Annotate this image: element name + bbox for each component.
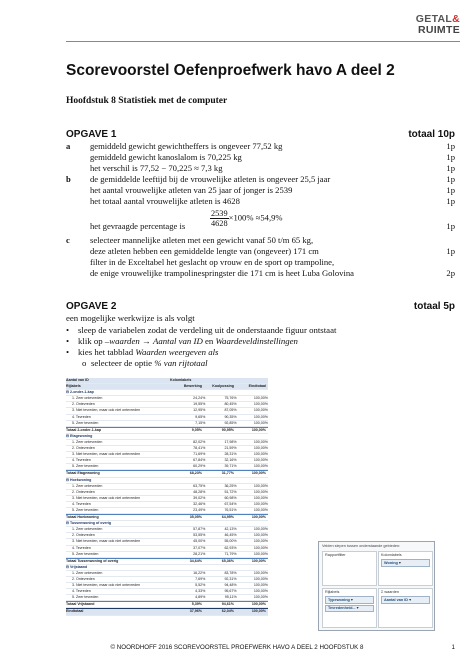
pivot-cell	[170, 521, 202, 526]
bullet-icon: •	[66, 347, 70, 357]
header-rule	[66, 41, 460, 42]
pivot-cell: 94,61%	[221, 602, 234, 607]
row-text: gemiddeld gewicht kanoslalom is 70,225 kg	[90, 152, 242, 162]
pivot-cell: 62,04%	[221, 609, 234, 614]
pivot-cell: 19,55%	[193, 402, 206, 407]
pivot-cell: 5. Zeer tevreden	[72, 551, 99, 556]
pivot-cell	[234, 390, 266, 395]
pivot-cell: 71,79%	[224, 551, 237, 556]
pivot-cell: 90,95%	[221, 427, 234, 432]
row-letter: a	[66, 141, 71, 151]
pivot-cell: 100,00%	[253, 595, 268, 600]
pivot-cell: 45,00%	[193, 539, 206, 544]
pivot-cell: 1. Zeer ontevreden	[72, 396, 103, 401]
pivot-cell: 100,00%	[253, 464, 268, 469]
pivot-cell	[234, 521, 266, 526]
pivot-cell: 100,00%	[253, 501, 268, 506]
pivot-cell: Kolomlabels	[170, 378, 192, 382]
pivot-cell	[170, 390, 202, 395]
pivot-cell: 1. Zeer ontevreden	[72, 439, 103, 444]
pivot-cell: Totaal Etagewoning	[66, 471, 100, 476]
page-subtitle: Hoofdstuk 8 Statistiek met de computer	[66, 96, 228, 106]
pivot-cell: 60,98%	[224, 495, 237, 500]
pivot-cell: 5. Zeer tevreden	[72, 507, 99, 512]
pivot-cell	[202, 378, 234, 383]
pivot-cell: 78,41%	[193, 446, 206, 451]
pivot-cell: 83,78%	[224, 570, 237, 575]
arrow-icon: →	[141, 336, 151, 346]
pivot-cell	[202, 434, 234, 439]
step-text: kies het tabblad	[78, 347, 134, 357]
logo-ampersand: &	[452, 13, 460, 25]
pivot-cell: 65,36%	[221, 558, 234, 563]
opgave2-label: OPGAVE 2	[66, 301, 117, 312]
pivot-cell: 100,00%	[251, 609, 266, 614]
pivot-cell: 100,00%	[253, 446, 268, 451]
row-letter: c	[66, 235, 70, 245]
opgave1-total: totaal 10p	[408, 129, 455, 140]
pivot-cell: 4. Tevreden	[72, 458, 91, 463]
row-text: het totaal aantal vrouwelijke atleten is 4628	[90, 196, 240, 206]
values-label: Σ waarden	[381, 590, 399, 594]
pivot-cell: 5. Zeer tevreden	[72, 464, 99, 469]
pivot-cell: 100,00%	[253, 589, 268, 594]
pivot-cell: 16,22%	[193, 570, 206, 575]
circle-bullet-icon: o	[82, 358, 87, 368]
row-points: 1p	[446, 163, 455, 173]
pivot-cell	[202, 521, 234, 526]
pivot-cell: 48,28%	[193, 489, 206, 494]
percentage-row	[66, 209, 455, 233]
pivot-cell: 4. Tevreden	[72, 545, 91, 550]
pivot-cell: 1. Zeer ontevreden	[72, 527, 103, 532]
pivot-cell: 5. Zeer tevreden	[72, 420, 99, 425]
pivot-cell: 4. Tevreden	[72, 589, 91, 594]
row-points: 1p	[446, 185, 455, 195]
pivot-cell: 90,35%	[224, 414, 237, 419]
pivot-cell: ⊟ Hoekwoning	[66, 477, 92, 482]
row-points: 1p	[446, 174, 455, 184]
report-filter-area[interactable]	[322, 551, 377, 586]
pivot-cell: 4,33%	[195, 589, 206, 594]
pivot-cell: 1. Zeer ontevreden	[72, 483, 103, 488]
step-drag-variables	[66, 325, 336, 335]
row-text: het verschil is 77,52 − 70,225 ≈ 7,3 kg	[90, 163, 223, 173]
pivot-cell: 7,15%	[195, 420, 206, 425]
pivot-cell: 1. Zeer ontevreden	[72, 570, 103, 575]
pivot-subtotal-row	[66, 514, 268, 521]
pivot-table	[66, 378, 268, 616]
fraction-numerator: 2539	[211, 209, 228, 218]
pivot-cell: 100,00%	[253, 533, 268, 538]
pivot-cell: Totaal Vrijstaand	[66, 602, 95, 607]
pivot-cell: 36,25%	[224, 483, 237, 488]
row-letter: b	[66, 174, 71, 184]
pivot-cell: 3. Niet tevreden, maar ook niet ontevreden	[72, 539, 141, 544]
pivot-cell: 5,52%	[195, 583, 206, 588]
logo-word: GETAL	[415, 13, 453, 25]
pivot-cell: 4. Tevreden	[72, 414, 91, 419]
values-area[interactable]	[378, 588, 433, 628]
pivot-cell: 100,00%	[253, 458, 268, 463]
step-click-values	[66, 336, 298, 346]
pivot-cell: 4. Tevreden	[72, 501, 91, 506]
pivot-cell: 92,31%	[224, 577, 237, 581]
row-text: gemiddeld gewicht gewichtheffers is ongeveer 77,52 kg	[90, 141, 283, 151]
pivot-cell: 100,00%	[253, 545, 268, 550]
pivot-cell: 64,95%	[221, 515, 234, 520]
pivot-cell: 35,05%	[189, 515, 202, 520]
row-text: filter in de Exceltabel het geslacht op vrouw en de sport op trampoline,	[90, 257, 335, 267]
pivot-cell: 100,00%	[253, 577, 268, 581]
opgave2-intro: een mogelijke werkwijze is als volgt	[66, 313, 195, 323]
step-text: en	[205, 336, 214, 346]
opgave1-header	[66, 129, 455, 140]
row-text: de gemiddelde leeftijd bij de vrouwelijke atleten is ongeveer 25,5 jaar	[90, 174, 331, 184]
pivot-cell: 37,96%	[189, 609, 202, 614]
pivot-cell: 100,00%	[251, 471, 266, 476]
pivot-field-panel	[318, 541, 435, 631]
pivot-cell: Totaal 2-onder-1-kap	[66, 427, 102, 432]
row-points: 1p	[446, 246, 455, 256]
pivot-cell: 100,00%	[251, 558, 266, 563]
percentage-prefix: het gevraagde percentage is	[90, 221, 186, 231]
pivot-cell: 3. Niet tevreden, maar ook niet ontevreden	[72, 452, 141, 457]
pivot-cell: 57,87%	[193, 527, 206, 532]
pivot-cell: 3. Niet tevreden, maar ook niet ontevreden	[72, 408, 141, 413]
pivot-cell: 23,49%	[193, 507, 206, 512]
pivot-cell	[234, 434, 266, 439]
pivot-cell: 28,31%	[224, 452, 237, 457]
pivot-cell: 24,24%	[193, 396, 206, 401]
pivot-cell: 100,00%	[253, 527, 268, 532]
pivot-subtotal-row	[66, 601, 268, 608]
pivot-cell: 37,07%	[193, 545, 206, 550]
pivot-cell: 87,05%	[224, 408, 237, 413]
pivot-cell: 100,00%	[253, 420, 268, 425]
pivot-cell: 100,00%	[253, 439, 268, 444]
page-title: Scorevoorstel Oefenproefwerk havo A deel 2	[66, 62, 395, 79]
page-number: 1	[451, 644, 455, 651]
pivot-cell	[202, 390, 234, 395]
pivot-cell: 100,00%	[253, 452, 268, 457]
pivot-subtotal-row	[66, 558, 268, 565]
pivot-cell: 51,72%	[224, 489, 237, 494]
pivot-cell: ⊟ 2-onder-1-kap	[66, 390, 94, 395]
pivot-cell	[234, 478, 266, 483]
pivot-cell: 92,85%	[224, 420, 237, 425]
field-chip[interactable]: Tevredenheid... ▾	[325, 605, 374, 613]
bullet-icon: •	[66, 325, 70, 335]
row-points: 2p	[446, 268, 455, 278]
publisher-logo	[416, 14, 460, 36]
pivot-cell: 2. Ontevreden	[72, 577, 95, 581]
row-points: 1p	[446, 152, 455, 162]
row-text: selecteer mannelijke atleten met een gewicht vanaf 50 t/m 65 kg,	[90, 235, 314, 245]
pivot-cell: 3. Niet tevreden, maar ook niet ontevreden	[72, 583, 141, 588]
step-italic: Waarden weergeven als	[135, 347, 219, 357]
sigma-icon: Σ	[381, 590, 385, 594]
pivot-cell: 100,00%	[253, 583, 268, 588]
pivot-cell: 100,00%	[253, 551, 268, 556]
row-text: het aantal vrouwelijke atleten van 25 jaar of jonger is 2539	[90, 185, 293, 195]
pivot-cell: 5. Zeer tevreden	[72, 595, 99, 600]
row-labels-area[interactable]	[322, 588, 377, 628]
pivot-cell: Bewerking	[183, 384, 202, 389]
step-choose-tab	[66, 347, 219, 357]
pivot-cell: 17,98%	[224, 439, 237, 444]
pivot-cell: ⊟ Vrijstaand	[66, 564, 88, 569]
pivot-cell	[170, 565, 202, 570]
pivot-cell	[234, 565, 266, 570]
pivot-cell: 32,46%	[193, 501, 206, 506]
pivot-cell: 100,00%	[253, 495, 268, 500]
step-text: klik op	[78, 336, 103, 346]
pivot-cell: 7,69%	[195, 577, 206, 581]
percentage-fraction	[210, 209, 283, 228]
pivot-cell: 100,00%	[251, 515, 266, 520]
pivot-cell	[170, 478, 202, 483]
step-italic: –waarden	[104, 336, 140, 346]
footer-text: © NOORDHOFF 2016 SCOREVOORSTEL PROEFWERK HAVO A DEEL 2 HOOFDSTUK 8	[110, 644, 364, 651]
row-labels-label: Rijlabels	[325, 590, 340, 594]
percentage-suffix: ×100% ≈54,9%	[228, 212, 283, 223]
logo-word-2: RUIMTE	[417, 24, 460, 36]
pivot-cell: 42,13%	[224, 527, 237, 532]
pivot-cell: 100,00%	[253, 402, 268, 407]
pivot-cell: 2. Ontevreden	[72, 489, 95, 494]
pivot-cell: 2. Ontevreden	[72, 533, 95, 538]
pivot-cell: Totaal Tussenwoning of overig	[66, 558, 119, 563]
pivot-cell: 71,69%	[193, 452, 206, 457]
pivot-cell: 100,00%	[253, 489, 268, 494]
pivot-cell: 53,55%	[193, 533, 206, 538]
row-points: 1p	[446, 221, 455, 231]
step-italic: Aantal van ID	[152, 336, 203, 346]
step-select-option	[82, 358, 208, 368]
pivot-cell: 76,51%	[224, 507, 237, 512]
pivot-cell: 100,00%	[253, 414, 268, 419]
pivot-cell: 46,45%	[224, 533, 237, 538]
pivot-cell: 100,00%	[251, 427, 266, 432]
pivot-subtotal-row	[66, 470, 268, 477]
pivot-cell: 5,39%	[191, 602, 202, 607]
field-chip[interactable]: Woning ▾	[381, 559, 430, 567]
opgave2-header	[66, 301, 455, 312]
fraction-denominator: 4628	[211, 219, 228, 228]
pivot-cell: 67,54%	[224, 501, 237, 506]
pivot-cell: Eindtotaal	[66, 609, 84, 614]
pivot-cell	[234, 378, 266, 383]
pivot-cell: Aantal van ID	[66, 378, 89, 382]
pivot-cell: 12,95%	[193, 408, 206, 413]
pivot-cell: 100,00%	[253, 539, 268, 544]
pivot-cell	[170, 434, 202, 439]
column-labels-area[interactable]	[378, 551, 433, 586]
pivot-cell: 9,05%	[191, 427, 202, 432]
pivot-cell: 100,00%	[253, 507, 268, 512]
pivot-cell: Eindtotaal	[248, 384, 266, 389]
pivot-cell: 82,02%	[193, 439, 206, 444]
pivot-cell: 100,00%	[253, 408, 268, 413]
bullet-icon: •	[66, 336, 70, 346]
pivot-cell: 31,77%	[221, 471, 234, 476]
pivot-cell: 28,21%	[193, 551, 206, 556]
field-chip[interactable]: Typewoning ▾	[325, 596, 374, 604]
pivot-cell	[202, 565, 234, 570]
opgave2-total: totaal 5p	[413, 301, 455, 312]
pivot-cell: 100,00%	[253, 483, 268, 488]
pivot-subtotal-row	[66, 427, 268, 434]
opgave1-label: OPGAVE 1	[66, 129, 117, 140]
pivot-cell: ⊟ Etagewoning	[66, 433, 93, 438]
pivot-cell: 55,00%	[224, 539, 237, 544]
pivot-cell: 80,45%	[224, 402, 237, 407]
pivot-cell: 2. Ontevreden	[72, 446, 95, 451]
pivot-cell: 67,84%	[193, 458, 206, 463]
pivot-cell: 60,29%	[193, 464, 206, 469]
column-labels-label: Kolomlabels	[381, 553, 402, 557]
pivot-cell: Rijlabels	[66, 384, 81, 389]
pivot-cell: 39,02%	[193, 495, 206, 500]
pivot-cell: 21,59%	[224, 446, 237, 451]
pivot-cell: 100,00%	[253, 396, 268, 401]
pivot-cell: 75,76%	[224, 396, 237, 401]
pivot-cell: ⊟ Tussenwoning of overig	[66, 521, 112, 526]
pivot-cell: 2. Ontevreden	[72, 402, 95, 407]
pivot-cell: 94,48%	[224, 583, 237, 588]
pivot-cell: Koolpossing	[212, 384, 234, 389]
pivot-cell: Totaal Hoekwoning	[66, 515, 99, 520]
pivot-cell: 39,71%	[224, 464, 237, 469]
row-points: 1p	[446, 141, 455, 151]
row-text: de enige vrouwelijke trampolinespringster die 171 cm is heet Luba Golovina	[90, 268, 354, 278]
pivot-cell: 62,93%	[224, 545, 237, 550]
pivot-cell: 34,64%	[189, 558, 202, 563]
pivot-cell: 95,11%	[224, 595, 237, 600]
pivot-cell: 100,00%	[251, 602, 266, 607]
report-filter-label: Rapportfilter	[325, 553, 346, 557]
pivot-cell	[202, 478, 234, 483]
pivot-cell: 32,16%	[224, 458, 237, 463]
field-chip[interactable]: Aantal van ID ▾	[381, 596, 430, 604]
step-italic: % van rijtotaal	[154, 358, 208, 368]
pivot-cell: 3. Niet tevreden, maar ook niet ontevreden	[72, 495, 141, 500]
row-points: 1p	[446, 196, 455, 206]
pivot-cell: 4,89%	[195, 595, 206, 600]
pivot-cell: 68,23%	[189, 471, 202, 476]
row-text: deze atleten hebben een gemiddelde lengte van (ongeveer) 171 cm	[90, 246, 319, 256]
pivot-cell: 100,00%	[253, 570, 268, 575]
step-text: selecteer de optie	[91, 358, 153, 368]
pivot-cell: 9,65%	[195, 414, 206, 419]
pivot-cell: 63,75%	[193, 483, 206, 488]
panel-heading: Velden slepen tussen onderstaande gebieden:	[322, 544, 401, 548]
pivot-grand-total-row	[66, 608, 268, 615]
pivot-cell: 95,67%	[224, 589, 237, 594]
step-italic: Waardeveldinstellingen	[215, 336, 298, 346]
step-text: sleep de variabelen zodat de verdeling uit de onderstaande figuur ontstaat	[78, 325, 337, 335]
